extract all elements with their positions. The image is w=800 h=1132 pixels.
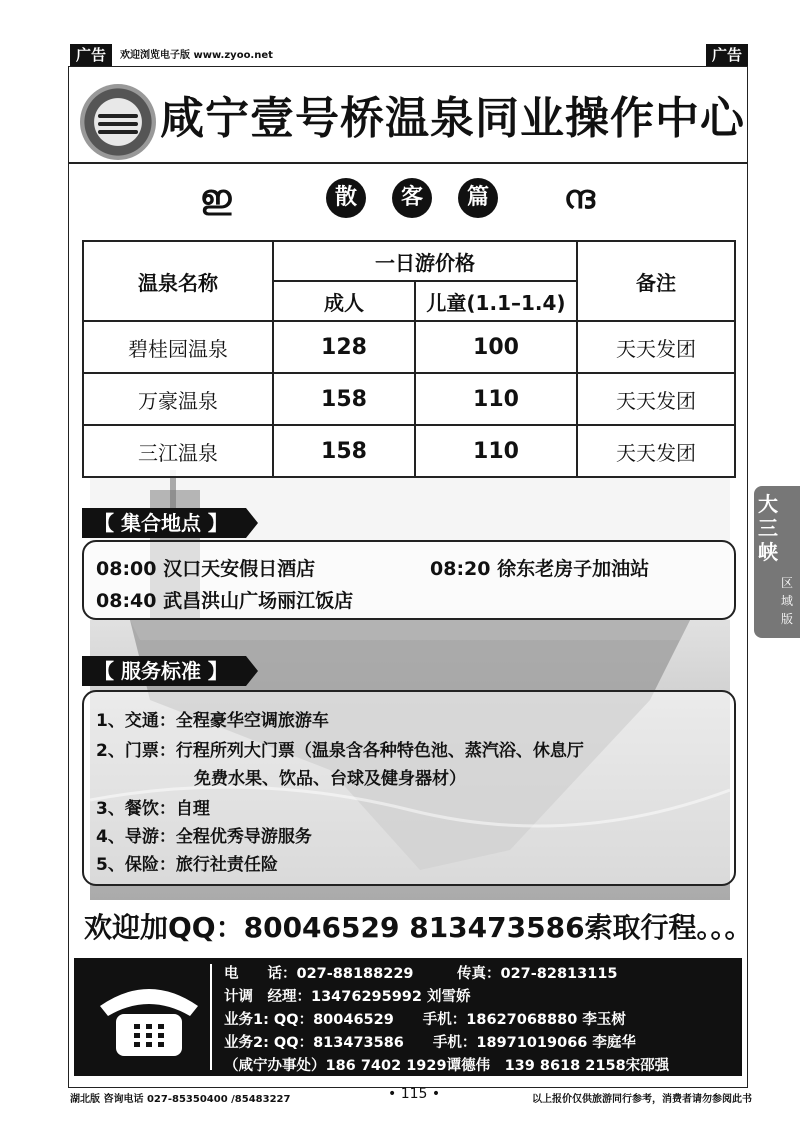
footer-disclaimer: 以上报价仅供旅游同行参考，消费者请勿参阅此书 — [532, 1094, 752, 1105]
right-ornament-icon: ന്ദ — [564, 178, 595, 216]
row-name: 碧桂园温泉 — [83, 321, 273, 373]
website-note: 欢迎浏览电子版 www.zyoo.net — [120, 50, 273, 61]
service-item-transport: 1、交通：全程豪华空调旅游车 — [96, 711, 329, 731]
row-child-price: 100 — [415, 321, 577, 373]
service-item-tickets-cont: 免费水果、饮品、台球及健身器材） — [194, 769, 466, 789]
service-item-guide: 4、导游：全程优秀导游服务 — [96, 827, 312, 847]
contact-line-phone: 电 话：027-88188229 传真：027-82813115 — [224, 966, 618, 982]
row-name: 万豪温泉 — [83, 373, 273, 425]
row-remark: 天天发团 — [577, 321, 735, 373]
header-hot-spring-name: 温泉名称 — [83, 241, 273, 321]
meeting-point-label: 【 集合地点 】 — [82, 508, 246, 538]
side-tab-big-text: 大三峡 — [758, 492, 778, 564]
contact-line-office: （咸宁办事处）186 7402 1929谭德伟 139 8618 2158宋邵强 — [224, 1058, 670, 1074]
meeting-point-3: 08:40 武昌洪山广场丽江饭店 — [96, 590, 354, 612]
table-row — [83, 425, 735, 477]
contact-line-planner: 计调 经理：13476295992 刘雪娇 — [224, 989, 471, 1005]
side-tab-small-text: 区域版 — [780, 576, 793, 626]
page-number: • 115 • — [388, 1086, 441, 1102]
badge-ke: 客 — [392, 178, 432, 218]
ad-tag-left: 广告 — [70, 44, 112, 66]
price-table — [82, 240, 736, 478]
page-title: 咸宁壹号桥温泉同业操作中心 — [160, 93, 745, 144]
table-row — [83, 373, 735, 425]
table-row — [83, 321, 735, 373]
badge-san: 散 — [326, 178, 366, 218]
row-remark: 天天发团 — [577, 373, 735, 425]
side-tab-region — [754, 486, 800, 638]
service-standard-label: 【 服务标准 】 — [82, 656, 246, 686]
badge-pian: 篇 — [458, 178, 498, 218]
row-name: 三江温泉 — [83, 425, 273, 477]
footer-hotline: 湖北版 咨询电话 027-85350400 /85483227 — [70, 1094, 291, 1105]
header-child: 儿童(1.1–1.4) — [415, 281, 577, 321]
contact-line-sales-1: 业务1: QQ：80046529 手机：18627068880 李玉树 — [224, 1012, 626, 1028]
qq-contact-line: 欢迎加QQ：80046529 813473586索取行程。。。 — [84, 911, 753, 944]
company-logo-icon — [80, 84, 156, 160]
row-adult-price: 158 — [273, 373, 415, 425]
row-remark: 天天发团 — [577, 425, 735, 477]
row-adult-price: 128 — [273, 321, 415, 373]
header-adult: 成人 — [273, 281, 415, 321]
row-adult-price: 158 — [273, 425, 415, 477]
row-child-price: 110 — [415, 425, 577, 477]
service-item-insurance: 5、保险：旅行社责任险 — [96, 855, 278, 875]
telephone-icon — [94, 976, 204, 1060]
contact-line-sales-2: 业务2: QQ：813473586 手机：18971019066 李庭华 — [224, 1035, 636, 1051]
contact-panel — [74, 958, 742, 1076]
contact-divider — [210, 964, 212, 1070]
meeting-point-2: 08:20 徐东老房子加油站 — [430, 558, 650, 580]
header-remark: 备注 — [577, 241, 735, 321]
ad-tag-right: 广告 — [706, 44, 748, 66]
service-item-tickets: 2、门票：行程所列大门票（温泉含各种特色池、蒸汽浴、休息厅 — [96, 741, 584, 761]
left-ornament-icon: ഇ — [200, 178, 232, 216]
meeting-point-1: 08:00 汉口天安假日酒店 — [96, 558, 316, 580]
row-child-price: 110 — [415, 373, 577, 425]
service-item-meals: 3、餐饮：自理 — [96, 799, 210, 819]
header-one-day-price: 一日游价格 — [273, 241, 577, 281]
